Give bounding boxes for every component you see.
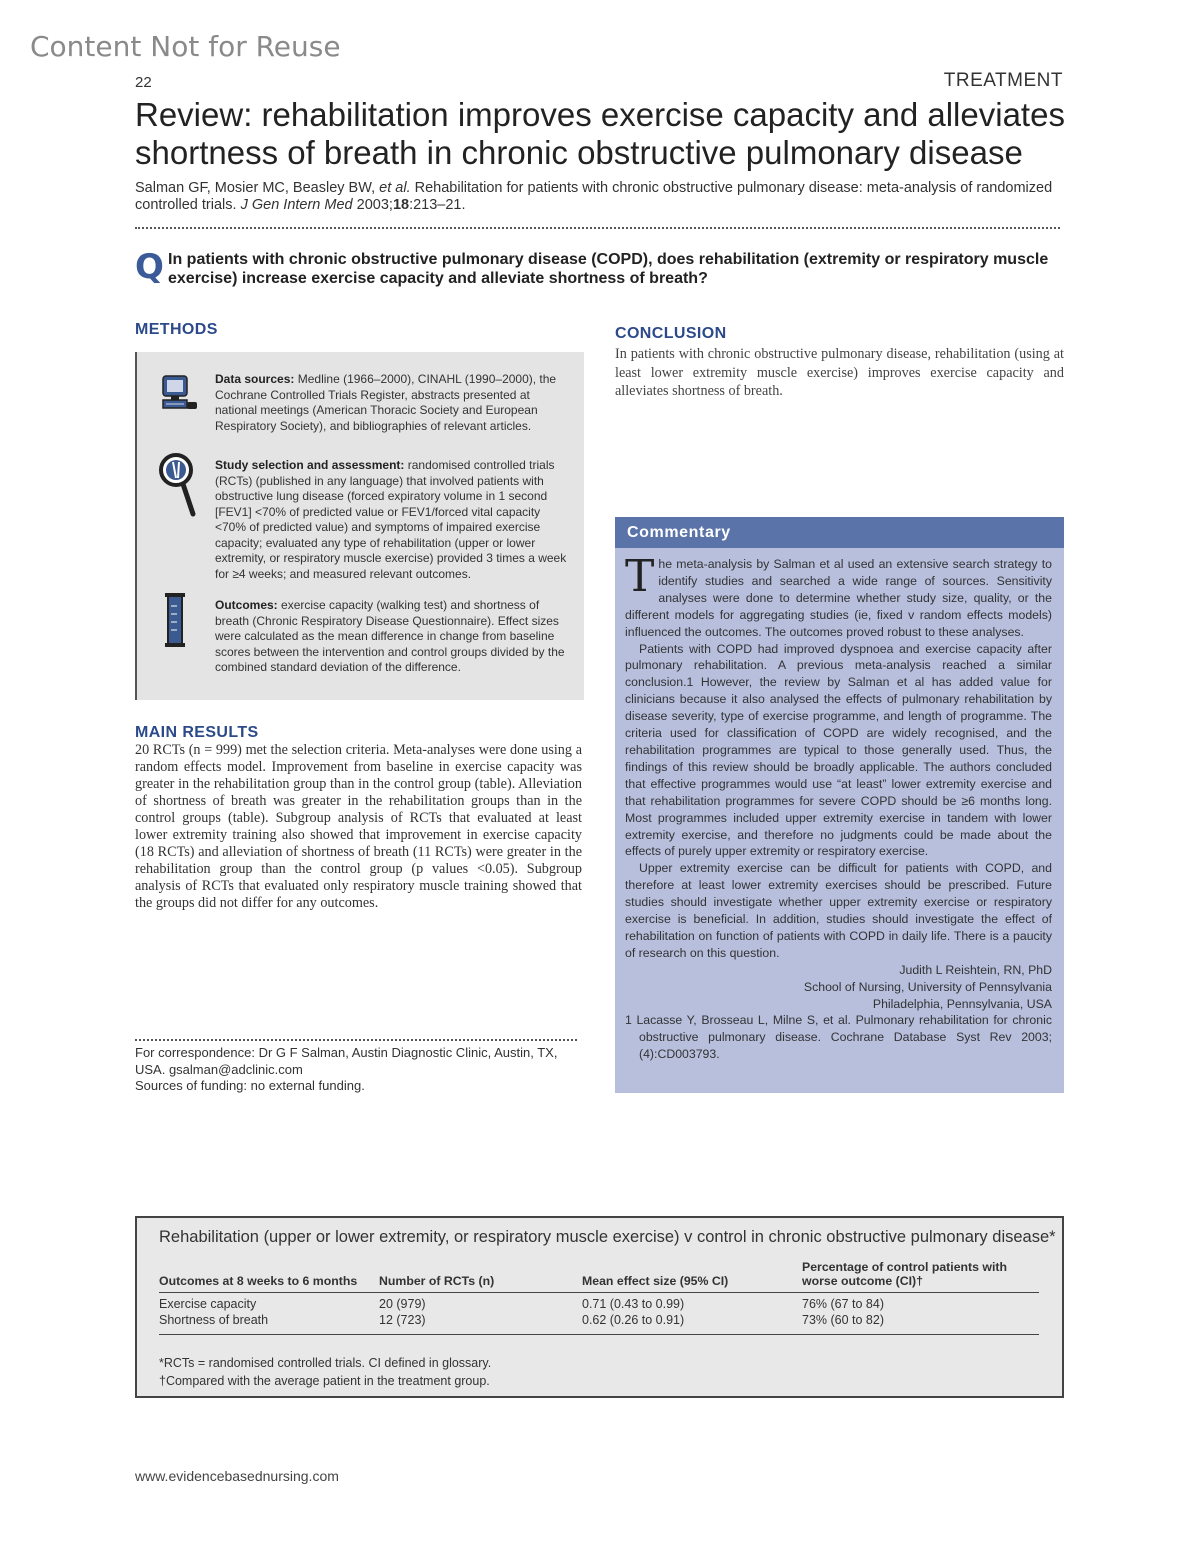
citation-etal: et al.	[379, 180, 411, 196]
results-table-box	[135, 1216, 1064, 1398]
question-q-icon: Q	[135, 247, 164, 287]
results-table	[159, 1258, 1039, 1335]
commentary-paragraph	[625, 551, 1052, 641]
methods-box	[135, 352, 584, 700]
table-cell: Exercise capacity	[159, 1297, 257, 1311]
table-footnote: *RCTs = randomised controlled trials. CI defined in glossary.	[159, 1356, 492, 1370]
table-cell: 73% (60 to 82)	[802, 1312, 1039, 1335]
methods-data-sources	[215, 372, 567, 434]
methods-study-selection	[215, 458, 567, 582]
citation-journal: J Gen Intern Med	[240, 197, 353, 213]
commentary-dropcap: T	[625, 551, 655, 602]
methods-outcomes	[215, 598, 567, 676]
footer-url[interactable]: www.evidencebasednursing.com	[135, 1468, 339, 1484]
table-cell: 0.62 (0.26 to 0.91)	[582, 1312, 802, 1335]
clinical-question	[135, 247, 1065, 288]
conclusion-text: In patients with chronic obstructive pulmonary disease, rehabilitation (using at least lower extremity muscle exercise) improves exercise capacity and alleviates shortness of breath.	[615, 346, 1064, 399]
article-title: Review: rehabilitation improves exercise capacity and alleviates shortness of breath in chronic obstructive pulmonary disease	[135, 96, 1065, 171]
data-sources-text: Medline (1966–2000), CINAHL (1990–2000), the Cochrane Controlled Trials Register, abstracts presented at national meetings (American Thoracic Society and European Respiratory Society), and bibliographies of relevant articles.	[215, 372, 557, 433]
conclusion-heading: CONCLUSION	[615, 325, 727, 342]
commentary-heading: Commentary	[615, 517, 1064, 548]
commentary-box	[615, 517, 1064, 1093]
table-header: Number of RCTs (n)	[379, 1258, 582, 1293]
citation-authors: Salman GF, Mosier MC, Beasley BW,	[135, 180, 376, 196]
commentary-p3: Upper extremity exercise can be difficult for patients with COPD, and therefore at least lower extremity exercises should be prescribed. Future studies should investigate whether upper extremity exercise or respiratory exercise is beneficial. In addition, studies should investigate the effect of rehabilitation on function of patients with COPD in daily life. There is a paucity of research on this question.	[625, 861, 1052, 960]
funding-line: Sources of funding: no external funding.	[135, 1078, 365, 1093]
page-number: 22	[135, 74, 152, 91]
table-title: Rehabilitation (upper or lower extremity, or respiratory muscle exercise) v control in chronic obstructive pulmonary disease*	[159, 1228, 1056, 1246]
correspondence	[135, 1045, 585, 1095]
citation-year: 2003;	[356, 197, 393, 213]
commentary-p1: he meta-analysis by Salman et al used an extensive search strategy to identify studies and searched a wide range of sources. Sensitivity analyses were done to determine whether study size, quality, or the different models for aggregating studies (ie, fixed v random effects models) influenced the outcomes. The outcomes proved robust to these analyses.	[625, 557, 1052, 639]
table-header-row	[159, 1258, 1039, 1293]
citation-volume: 18	[392, 197, 410, 213]
table-header: Percentage of control patients with worse outcome (CI)†	[802, 1258, 1039, 1293]
study-selection-label: Study selection and assessment:	[215, 458, 405, 472]
table-header: Mean effect size (95% CI)	[582, 1258, 802, 1293]
computer-icon	[159, 374, 199, 419]
table-cell: 20 (979)	[379, 1297, 426, 1311]
commentary-reference: 1 Lacasse Y, Brosseau L, Milne S, et al. Pulmonary rehabilitation for chronic obstructive pulmonary disease. Cochrane Database Syst Rev 2003;(4):CD003793.	[625, 1013, 1052, 1062]
signature-place: Philadelphia, Pennsylvania, USA	[872, 996, 1052, 1011]
main-results-heading: MAIN RESULTS	[135, 724, 259, 741]
citation	[135, 180, 1070, 214]
table-cell: Shortness of breath	[159, 1312, 379, 1335]
citation-pages: :213–21.	[409, 197, 466, 213]
correspondence-line: For correspondence: Dr G F Salman, Austin Diagnostic Clinic, Austin, TX, USA. gsalman@adclinic.com	[135, 1045, 558, 1077]
citation-article: Rehabilitation for patients with chronic obstructive pulmonary disease: meta-analysis of randomized controlled trials.	[135, 180, 1053, 213]
signature-affiliation: School of Nursing, University of Pennsylvania	[803, 979, 1052, 994]
table-footnote: †Compared with the average patient in the treatment group.	[159, 1374, 490, 1388]
main-results-text: 20 RCTs (n = 999) met the selection criteria. Meta-analyses were done using a random effects model. Improvement from baseline in exercise capacity was greater in the rehabilitation group than in the control group (table). Alleviation of shortness of breath was greater in the rehabilitation groups than in the control groups (table). Subgroup analysis of RCTs that evaluated at least lower extremity training also showed that improvement in exercise capacity (18 RCTs) and alleviation of shortness of breath (11 RCTs) were greater in the rehabilitation group than the control group (p values <0.05). Subgroup analysis of RCTs that evaluated only respiratory muscle training showed that the groups did not differ for any outcomes.	[135, 742, 582, 911]
table-cell: 0.71 (0.43 to 0.99)	[582, 1297, 685, 1311]
section-label: TREATMENT	[943, 70, 1063, 91]
divider-top	[135, 227, 1060, 229]
study-selection-text: randomised controlled trials (RCTs) (published in any language) that involved patients with obstructive lung disease (forced expiratory volume in 1 second [FEV1] <70% of predicted value or FEV1/forced vital capacity <70% of predicted value) and symptoms of impaired exercise capacity; evaluated any type of rehabilitation (upper or lower extremity, or respiratory muscle exercise) provided 3 times a week for ≥4 weeks; and measured relevant outcomes.	[215, 458, 567, 581]
outcomes-label: Outcomes:	[215, 598, 278, 612]
commentary-body	[615, 548, 1064, 1063]
question-text: In patients with chronic obstructive pulmonary disease (COPD), does rehabilitation (extremity or respiratory muscle exercise) increase exercise capacity and alleviate shortness of breath?	[168, 251, 1049, 287]
magnifier-icon	[157, 452, 199, 523]
table-header: Outcomes at 8 weeks to 6 months	[159, 1258, 379, 1293]
outcomes-text: exercise capacity (walking test) and shortness of breath (Chronic Respiratory Disease Questionnaire). Effect sizes were calculated as the mean difference in change from baseline scores between the intervention and control groups divided by the combined standard deviation of the difference.	[215, 598, 565, 674]
divider-correspondence	[135, 1039, 577, 1041]
measuring-tube-icon	[163, 592, 187, 653]
table-row	[159, 1312, 1039, 1335]
signature-name: Judith L Reishtein, RN, PhD	[899, 962, 1052, 977]
watermark: Content Not for Reuse	[30, 30, 341, 63]
commentary-p2: Patients with COPD had improved dyspnoea and exercise capacity after pulmonary rehabilitation. A previous meta-analysis reached a similar conclusion.1 However, the review by Salman et al has added value for clinicians because it also analysed the effects of pulmonary rehabilitation by disease severity, type of exercise programme, and length of programme. The criteria used for classification of COPD are widely recognised, and the rehabilitation programmes are typical to those generally used. Thus, the findings of this review should be broadly applicable. The authors concluded that effective programmes would use “at least” lower extremity exercise and that rehabilitation programmes for severe COPD should be ≥6 months long. Most programmes included upper extremity exercise in tandem with lower extremity exercise, and therefore no judgments could be made about the effects of purely upper extremity or respiratory exercise.	[625, 641, 1052, 859]
data-sources-label: Data sources:	[215, 372, 295, 386]
table-cell: 12 (723)	[379, 1312, 582, 1335]
methods-heading: METHODS	[135, 321, 218, 338]
table-cell: 76% (67 to 84)	[802, 1297, 884, 1311]
table-row	[159, 1293, 1039, 1313]
